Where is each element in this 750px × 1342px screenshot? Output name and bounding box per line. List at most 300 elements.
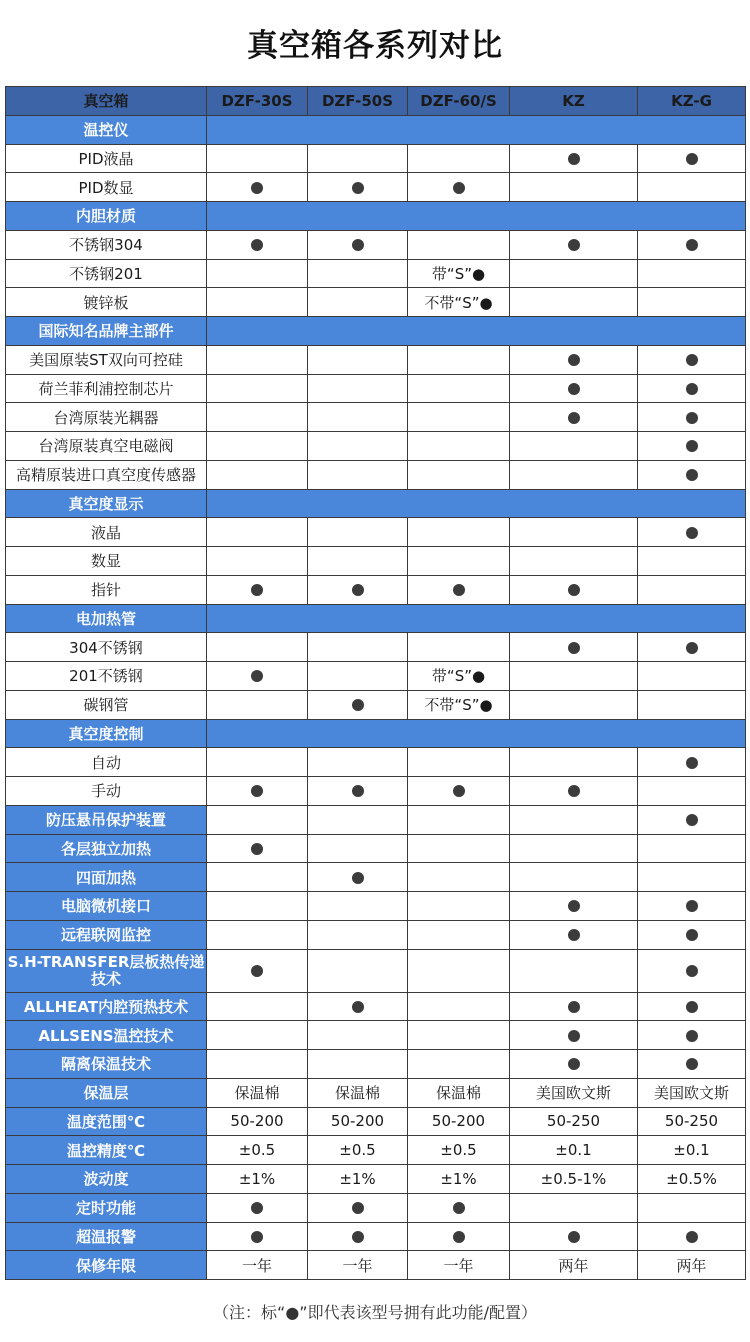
table-row (6, 805, 746, 834)
table-cell (207, 403, 308, 432)
table-cell (638, 259, 746, 288)
table-cell: 50-250 (510, 1107, 638, 1136)
row-label: 保修年限 (6, 1251, 207, 1280)
table-row (6, 992, 746, 1021)
row-label: 手动 (6, 777, 207, 806)
table-cell (308, 892, 408, 921)
table-cell (510, 992, 638, 1021)
feature-dot-icon (568, 1231, 580, 1243)
feature-dot-icon (352, 182, 364, 194)
feature-dot-icon (251, 785, 263, 797)
row-label: 防压悬吊保护装置 (6, 805, 207, 834)
table-cell: 两年 (638, 1251, 746, 1280)
feature-dot-icon (686, 440, 698, 452)
table-cell (638, 144, 746, 173)
table-cell (408, 575, 510, 604)
section-row (6, 202, 746, 231)
table-cell (207, 345, 308, 374)
table-cell (408, 518, 510, 547)
section-row (6, 489, 746, 518)
table-cell (207, 834, 308, 863)
table-cell (308, 805, 408, 834)
comparison-table-body (6, 87, 746, 1280)
table-row (6, 144, 746, 173)
feature-dot-icon (251, 843, 263, 855)
table-cell (207, 518, 308, 547)
footnote: （注：标“●”即代表该型号拥有此功能/配置） (213, 1303, 537, 1322)
table-row (6, 518, 746, 547)
table-cell (308, 288, 408, 317)
table-row (6, 1107, 746, 1136)
header-model: DZF-30S (207, 87, 308, 116)
table-cell: 一年 (207, 1251, 308, 1280)
table-cell (638, 992, 746, 1021)
table-cell: 保温棉 (207, 1078, 308, 1107)
table-cell (308, 173, 408, 202)
table-cell: 两年 (510, 1251, 638, 1280)
table-row (6, 173, 746, 202)
table-row (6, 288, 746, 317)
table-row (6, 920, 746, 949)
table-row (6, 777, 746, 806)
feature-dot-icon (352, 1202, 364, 1214)
feature-dot-icon (686, 412, 698, 424)
table-cell (638, 403, 746, 432)
table-cell (408, 920, 510, 949)
table-cell (638, 690, 746, 719)
table-cell: ±0.5 (207, 1136, 308, 1165)
table-cell (308, 460, 408, 489)
feature-dot-icon (453, 785, 465, 797)
table-cell (207, 892, 308, 921)
table-cell (308, 403, 408, 432)
row-label: 304不锈钢 (6, 633, 207, 662)
table-row (6, 403, 746, 432)
table-cell (510, 403, 638, 432)
table-row (6, 575, 746, 604)
section-row (6, 317, 746, 346)
table-cell: ±0.5% (638, 1165, 746, 1194)
table-row (6, 892, 746, 921)
table-cell (408, 374, 510, 403)
table-cell (510, 575, 638, 604)
table-cell (308, 1050, 408, 1079)
row-label: 201不锈钢 (6, 662, 207, 691)
row-label: 波动度 (6, 1165, 207, 1194)
table-cell (207, 662, 308, 691)
table-cell (207, 748, 308, 777)
table-cell (308, 1021, 408, 1050)
table-cell: 带“S”● (408, 259, 510, 288)
table-row (6, 259, 746, 288)
table-cell (308, 834, 408, 863)
header-model: KZ-G (638, 87, 746, 116)
table-cell: ±1% (308, 1165, 408, 1194)
feature-dot-icon (568, 153, 580, 165)
section-fill (207, 604, 746, 633)
table-cell (638, 834, 746, 863)
header-model: DZF-60/S (408, 87, 510, 116)
row-label: 四面加热 (6, 863, 207, 892)
row-label: 不锈钢201 (6, 259, 207, 288)
feature-dot-icon (568, 584, 580, 596)
table-cell (510, 920, 638, 949)
feature-dot-icon (686, 1058, 698, 1070)
table-cell (408, 144, 510, 173)
table-cell (308, 518, 408, 547)
feature-dot-icon (686, 1231, 698, 1243)
table-cell (308, 575, 408, 604)
section-label: 温控仪 (6, 115, 207, 144)
table-cell (638, 863, 746, 892)
table-row (6, 949, 746, 992)
table-cell: ±0.5-1% (510, 1165, 638, 1194)
table-row (6, 1050, 746, 1079)
feature-dot-icon (568, 785, 580, 797)
table-row (6, 547, 746, 576)
table-cell (207, 288, 308, 317)
table-cell (510, 345, 638, 374)
feature-dot-icon (453, 1231, 465, 1243)
table-cell (638, 345, 746, 374)
table-cell (638, 1050, 746, 1079)
table-cell (207, 144, 308, 173)
table-cell (207, 920, 308, 949)
table-cell (638, 288, 746, 317)
feature-dot-icon (251, 182, 263, 194)
table-cell (408, 403, 510, 432)
table-cell (308, 690, 408, 719)
table-cell (308, 863, 408, 892)
feature-dot-icon (251, 1202, 263, 1214)
feature-dot-icon (251, 239, 263, 251)
table-cell (638, 892, 746, 921)
feature-dot-icon (568, 239, 580, 251)
table-cell (408, 633, 510, 662)
table-cell (207, 633, 308, 662)
table-row (6, 863, 746, 892)
row-label: 碳钢管 (6, 690, 207, 719)
table-cell (510, 662, 638, 691)
table-cell (510, 259, 638, 288)
table-cell (408, 863, 510, 892)
table-cell (510, 805, 638, 834)
table-cell (207, 777, 308, 806)
table-row (6, 1078, 746, 1107)
table-cell (510, 1193, 638, 1222)
table-cell (207, 949, 308, 992)
feature-dot-icon (686, 469, 698, 481)
feature-dot-icon (686, 814, 698, 826)
section-label: 国际知名品牌主部件 (6, 317, 207, 346)
table-cell (638, 432, 746, 461)
row-label: PID液晶 (6, 144, 207, 173)
feature-dot-icon (453, 1202, 465, 1214)
table-cell (638, 1021, 746, 1050)
table-cell: ±1% (207, 1165, 308, 1194)
table-cell: 美国欧文斯 (638, 1078, 746, 1107)
table-cell (408, 547, 510, 576)
row-label: 不锈钢304 (6, 230, 207, 259)
table-cell (308, 662, 408, 691)
row-label: 指针 (6, 575, 207, 604)
row-label: 台湾原装真空电磁阀 (6, 432, 207, 461)
table-cell (510, 892, 638, 921)
row-label: 电脑微机接口 (6, 892, 207, 921)
table-row (6, 690, 746, 719)
table-cell (207, 547, 308, 576)
feature-dot-icon (686, 1001, 698, 1013)
section-label: 真空度控制 (6, 719, 207, 748)
table-cell: 不带“S”● (408, 690, 510, 719)
table-cell: 不带“S”● (408, 288, 510, 317)
row-label: 美国原装ST双向可控硅 (6, 345, 207, 374)
row-label: 数显 (6, 547, 207, 576)
table-cell (638, 230, 746, 259)
table-cell (408, 992, 510, 1021)
table-cell: 50-250 (638, 1107, 746, 1136)
section-fill (207, 489, 746, 518)
feature-dot-icon (568, 383, 580, 395)
table-cell (510, 547, 638, 576)
feature-dot-icon (352, 699, 364, 711)
table-cell (207, 1222, 308, 1251)
table-cell (207, 690, 308, 719)
feature-dot-icon (251, 670, 263, 682)
section-row (6, 115, 746, 144)
table-cell (510, 834, 638, 863)
section-label: 真空度显示 (6, 489, 207, 518)
table-cell (638, 949, 746, 992)
table-cell (510, 460, 638, 489)
table-cell (308, 144, 408, 173)
table-cell (510, 518, 638, 547)
table-cell (408, 1222, 510, 1251)
feature-dot-icon (686, 153, 698, 165)
table-cell (510, 1021, 638, 1050)
table-row (6, 1136, 746, 1165)
feature-dot-icon (251, 1231, 263, 1243)
table-cell: 一年 (408, 1251, 510, 1280)
table-cell (638, 547, 746, 576)
table-cell (207, 992, 308, 1021)
table-cell (408, 1050, 510, 1079)
table-cell (408, 834, 510, 863)
table-row (6, 662, 746, 691)
table-cell (510, 1050, 638, 1079)
feature-dot-icon (568, 929, 580, 941)
feature-dot-icon (352, 584, 364, 596)
feature-dot-icon (453, 584, 465, 596)
row-label: 隔离保温技术 (6, 1050, 207, 1079)
table-cell (207, 374, 308, 403)
table-cell (638, 374, 746, 403)
table-cell (207, 259, 308, 288)
header-label: 真空箱 (6, 87, 207, 116)
row-label: 定时功能 (6, 1193, 207, 1222)
table-cell: 一年 (308, 1251, 408, 1280)
feature-dot-icon (686, 757, 698, 769)
table-cell (408, 892, 510, 921)
table-row (6, 432, 746, 461)
table-row (6, 1222, 746, 1251)
table-cell (510, 173, 638, 202)
table-cell (408, 460, 510, 489)
table-cell (408, 345, 510, 374)
table-row (6, 1251, 746, 1280)
table-row (6, 230, 746, 259)
table-cell (308, 230, 408, 259)
row-label: 高精原装进口真空度传感器 (6, 460, 207, 489)
table-cell (207, 432, 308, 461)
feature-dot-icon (352, 239, 364, 251)
comparison-table (5, 86, 746, 1280)
feature-dot-icon (568, 354, 580, 366)
table-row (6, 1193, 746, 1222)
table-cell (638, 173, 746, 202)
page-title: 真空箱各系列对比 (247, 28, 503, 64)
section-label: 内胆材质 (6, 202, 207, 231)
feature-dot-icon (568, 1001, 580, 1013)
table-cell (308, 374, 408, 403)
table-cell (308, 920, 408, 949)
table-cell (207, 230, 308, 259)
table-row (6, 633, 746, 662)
feature-dot-icon (686, 527, 698, 539)
table-cell (207, 1021, 308, 1050)
table-cell (207, 575, 308, 604)
table-cell: ±0.1 (638, 1136, 746, 1165)
table-cell: 50-200 (207, 1107, 308, 1136)
table-cell (207, 460, 308, 489)
table-cell (308, 547, 408, 576)
table-row (6, 374, 746, 403)
table-cell (408, 230, 510, 259)
feature-dot-icon (453, 182, 465, 194)
feature-dot-icon (568, 642, 580, 654)
row-label: PID数显 (6, 173, 207, 202)
feature-dot-icon (568, 1058, 580, 1070)
section-fill (207, 115, 746, 144)
table-cell: 带“S”● (408, 662, 510, 691)
table-cell: ±0.5 (308, 1136, 408, 1165)
table-cell (510, 777, 638, 806)
table-cell (638, 575, 746, 604)
feature-dot-icon (352, 785, 364, 797)
table-cell (510, 144, 638, 173)
table-cell (408, 748, 510, 777)
table-cell (638, 1193, 746, 1222)
row-label: 液晶 (6, 518, 207, 547)
table-row (6, 460, 746, 489)
row-label: ALLSENS温控技术 (6, 1021, 207, 1050)
table-cell (308, 259, 408, 288)
header-model: KZ (510, 87, 638, 116)
row-label: 台湾原装光耦器 (6, 403, 207, 432)
table-cell (308, 633, 408, 662)
table-cell: 美国欧文斯 (510, 1078, 638, 1107)
table-cell (510, 1222, 638, 1251)
feature-dot-icon (686, 900, 698, 912)
section-fill (207, 317, 746, 346)
table-row (6, 748, 746, 777)
row-label: 温度范围℃ (6, 1107, 207, 1136)
table-cell (408, 1193, 510, 1222)
table-cell (510, 374, 638, 403)
row-label: 自动 (6, 748, 207, 777)
feature-dot-icon (251, 965, 263, 977)
table-cell (408, 805, 510, 834)
table-cell (207, 173, 308, 202)
row-label: 远程联网监控 (6, 920, 207, 949)
table-cell (510, 432, 638, 461)
table-cell (408, 777, 510, 806)
table-cell (638, 633, 746, 662)
table-cell: ±0.1 (510, 1136, 638, 1165)
table-cell (207, 1193, 308, 1222)
table-row (6, 1165, 746, 1194)
table-cell (207, 1050, 308, 1079)
table-cell (308, 1222, 408, 1251)
feature-dot-icon (352, 1001, 364, 1013)
table-cell (408, 949, 510, 992)
table-cell (308, 949, 408, 992)
row-label: 保温层 (6, 1078, 207, 1107)
table-cell (638, 920, 746, 949)
feature-dot-icon (568, 412, 580, 424)
feature-dot-icon (686, 1030, 698, 1042)
table-cell: ±1% (408, 1165, 510, 1194)
table-cell (510, 633, 638, 662)
table-cell (408, 432, 510, 461)
table-cell (308, 345, 408, 374)
header-row (6, 87, 746, 116)
table-cell (207, 805, 308, 834)
table-cell (408, 173, 510, 202)
table-cell (308, 432, 408, 461)
feature-dot-icon (568, 900, 580, 912)
table-cell: 保温棉 (408, 1078, 510, 1107)
table-cell: 保温棉 (308, 1078, 408, 1107)
feature-dot-icon (352, 872, 364, 884)
section-fill (207, 202, 746, 231)
table-cell (510, 690, 638, 719)
row-label: 镀锌板 (6, 288, 207, 317)
table-cell (638, 460, 746, 489)
feature-dot-icon (251, 584, 263, 596)
feature-dot-icon (686, 354, 698, 366)
table-cell: 50-200 (308, 1107, 408, 1136)
table-cell (638, 662, 746, 691)
feature-dot-icon (352, 1231, 364, 1243)
feature-dot-icon (686, 239, 698, 251)
table-cell: 50-200 (408, 1107, 510, 1136)
section-fill (207, 719, 746, 748)
table-cell (510, 230, 638, 259)
table-cell (638, 518, 746, 547)
table-row (6, 1021, 746, 1050)
row-label: 温控精度℃ (6, 1136, 207, 1165)
table-cell: ±0.5 (408, 1136, 510, 1165)
table-row (6, 345, 746, 374)
table-cell (308, 1193, 408, 1222)
feature-dot-icon (686, 929, 698, 941)
table-cell (638, 777, 746, 806)
section-row (6, 604, 746, 633)
feature-dot-icon (568, 1030, 580, 1042)
row-label: 荷兰菲利浦控制芯片 (6, 374, 207, 403)
table-cell (638, 805, 746, 834)
